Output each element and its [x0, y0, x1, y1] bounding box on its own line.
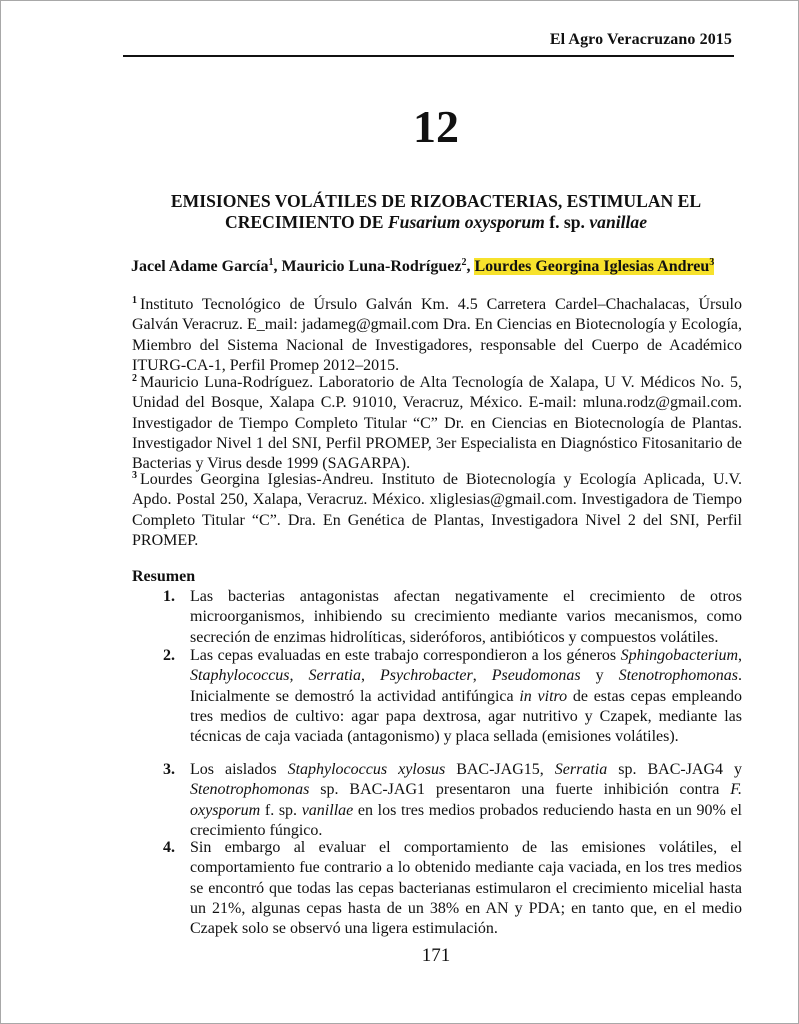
text-run: sp. BAC-JAG1 presentaron una fuerte inhibición contra	[309, 781, 731, 799]
item-number: 2.	[163, 647, 175, 664]
italic-term: vanillae	[301, 801, 354, 819]
forma-specialis: vanillae	[589, 212, 648, 232]
text-run: Las cepas evaluadas en este trabajo correspondieron a los géneros	[190, 647, 621, 664]
affiliation-marker: 2	[461, 257, 467, 268]
text-run: sp. BAC-JAG4 y	[607, 761, 743, 778]
resumen-item-2	[132, 646, 742, 747]
affiliation-3	[132, 470, 742, 551]
italic-term: Sphingobacterium	[620, 647, 738, 664]
list-item	[132, 760, 742, 841]
affiliation-text: Instituto Tecnológico de Úrsulo Galván Km. 4.5 Carretera Cardel–Chachalacas, Úrsulo Galván Veracruz. E_mail: jadameg@gmail.com Dra. En Ciencias en Biotecnología y Ecología, Miembro del Sistema Nacional de Investigadores, responsable del Cuerpo de Académico ITURG-CA-1, Perfil Promep 2012–2015.	[132, 296, 742, 374]
affiliation-marker: 3	[132, 470, 137, 481]
text-run: Los aislados	[190, 761, 288, 778]
article-title	[123, 191, 749, 233]
italic-term: Staphylococcus,	[190, 667, 294, 685]
resumen-item-4	[132, 838, 742, 939]
affiliation-1	[132, 295, 742, 376]
separator: ,	[466, 258, 475, 275]
running-header: El Agro Veracruzano 2015	[549, 31, 732, 48]
author-list	[131, 257, 771, 277]
resumen-item-3	[132, 760, 742, 841]
list-item	[132, 838, 742, 939]
title-line-1: EMISIONES VOLÁTILES DE RIZOBACTERIAS, ESTIMULAN EL	[170, 191, 702, 211]
italic-term: in vitro	[519, 687, 568, 705]
author-name: Lourdes Georgina Iglesias Andreu	[474, 258, 710, 275]
affiliation-marker: 3	[709, 257, 715, 268]
affiliation-text: Mauricio Luna-Rodríguez. Laboratorio de Alta Tecnología de Xalapa, U V. Médicos No. 5, Unidad del Bosque, Xalapa C.P. 91010, Veracruz, México. E-mail: mluna.rodz@gmail.com. Investigador de Tiempo Completo Titular “C” Dr. en Ciencias en Biotecnología de Plantas. Investigador Nivel 1 del SNI, Perfil PROMEP, 3er Especialista en Diagnóstico Fitosanitario de Bacterias y Virus desde 1999 (SAGARPA).	[132, 374, 742, 473]
text-run: Las bacterias antagonistas afectan negativamente el crecimiento de otros microorganismos, inhibiendo su crecimiento mediante varios mecanismos, como secreción de enzimas hidrolíticas, sideróforos, antibióticos y compuestos volátiles.	[190, 588, 742, 646]
affiliation-text: Lourdes Georgina Iglesias-Andreu. Instituto de Biotecnología y Ecología Aplicada, U.V. Apdo. Postal 250, Xalapa, Veracruz. México. xliglesias@gmail.com. Investigadora de Tiempo Completo Titular “C”. Dra. En Genética de Plantas, Investigadora Nivel 2 del SNI, Perfil PROMEP.	[132, 471, 742, 549]
affiliation-2	[132, 373, 742, 474]
italic-term: Serratia	[554, 761, 608, 778]
list-item	[132, 646, 742, 747]
item-number: 1.	[163, 588, 175, 605]
title-text: f. sp.	[544, 212, 590, 232]
item-number: 3.	[163, 761, 175, 778]
title-line-2	[123, 212, 749, 233]
title-text: CRECIMIENTO DE	[224, 212, 388, 232]
text-run: ,	[472, 667, 492, 685]
text-run: f. sp.	[260, 801, 302, 819]
italic-term: Staphylococcus xylosus	[287, 761, 446, 778]
author	[131, 258, 273, 275]
item-text	[190, 839, 742, 937]
italic-term: Psychrobacter	[379, 667, 473, 685]
italic-term: Serratia	[308, 667, 361, 685]
resumen-item-1	[132, 587, 742, 648]
item-number: 4.	[163, 839, 175, 856]
text-run: y	[580, 667, 619, 685]
italic-term: Pseudomonas	[491, 667, 581, 685]
text-run: ,	[360, 667, 380, 685]
item-text	[190, 588, 742, 646]
page-number: 171	[421, 945, 451, 966]
item-text	[190, 761, 742, 839]
separator: ,	[273, 258, 282, 275]
italic-term: Stenotrophomonas	[618, 667, 738, 685]
chapter-number: 12	[413, 101, 459, 152]
species-name: Fusarium oxysporum	[387, 212, 545, 232]
text-run: en los tres medios probados reduciendo hasta en un 90% el crecimiento fúngico.	[190, 801, 742, 839]
author-name: Mauricio Luna-Rodríguez	[281, 258, 462, 275]
text-run: BAC-JAG15,	[445, 761, 555, 778]
affiliation-marker: 1	[132, 295, 137, 306]
text-run	[294, 667, 309, 684]
list-item	[132, 587, 742, 648]
text-run: ,	[738, 647, 742, 664]
italic-term: Stenotrophomonas	[190, 781, 310, 799]
text-run: . Inicialmente se demostró la actividad antifúngica	[190, 667, 742, 705]
affiliation-marker: 1	[268, 257, 274, 268]
author-highlighted	[474, 258, 714, 275]
section-heading-resumen: Resumen	[132, 568, 196, 585]
italic-term: F. oxysporum	[190, 781, 742, 819]
header-rule	[123, 55, 734, 57]
affiliation-marker: 2	[132, 373, 137, 384]
item-text	[190, 647, 742, 745]
author-name: Jacel Adame García	[131, 258, 269, 275]
author	[281, 258, 466, 275]
text-run: Sin embargo al evaluar el comportamiento de las emisiones volátiles, el comportamiento fue contrario a lo obtenido mediante caja vaciada, en los tres medios se encontró que todas las cepas bacterianas estimularon el crecimiento micelial hasta un 21%, algunas cepas hasta de un 38% en AN y PDA; en tanto que, en el medio Czapek solo se observó una ligera estimulación.	[190, 839, 742, 938]
text-run: de estas cepas empleando tres medios de cultivo: agar papa dextrosa, agar nutritivo y Czapek, mediante las técnicas de caja vaciada (antagonismo) y placa sellada (emisiones volátiles).	[190, 687, 742, 746]
